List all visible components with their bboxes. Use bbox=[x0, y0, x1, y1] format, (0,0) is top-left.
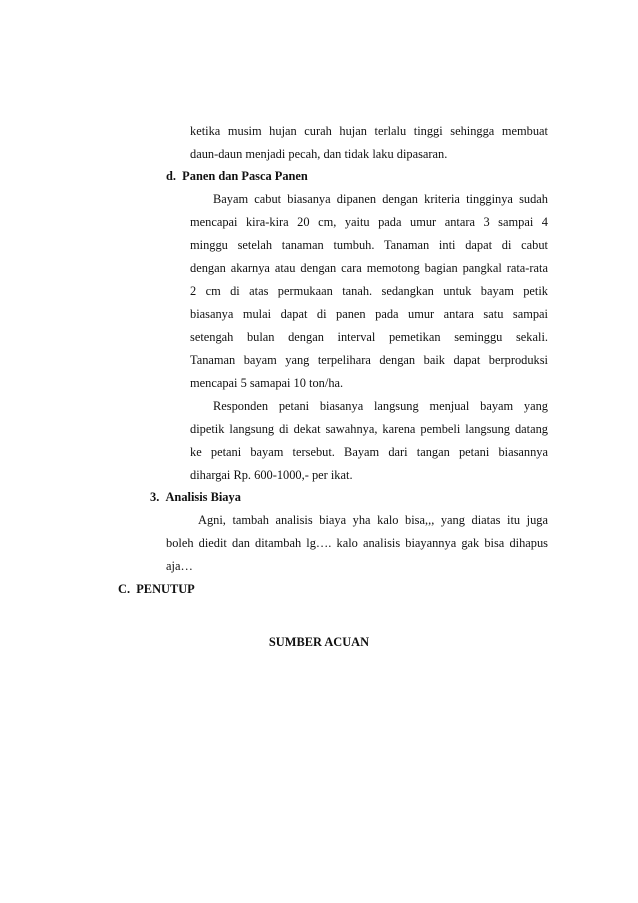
body-line: boleh diedit dan ditambah lg…. kalo analisis biayannya gak bisa dihapus bbox=[166, 536, 548, 550]
body-line: Bayam cabut biasanya dipanen dengan kriteria tingginya sudah bbox=[213, 192, 548, 206]
section-heading-analisis-biaya: 3. Analisis Biaya bbox=[150, 490, 241, 504]
body-line: setengah bulan dengan interval pemetikan seminggu sekali. bbox=[190, 330, 548, 344]
body-line: dihargai Rp. 600-1000,- per ikat. bbox=[190, 468, 353, 482]
body-line: Responden petani biasanya langsung menjual bayam yang bbox=[213, 399, 548, 413]
chapter-heading-penutup: C. PENUTUP bbox=[118, 582, 195, 596]
body-line: Agni, tambah analisis biaya yha kalo bisa,,, yang diatas itu juga bbox=[198, 513, 548, 527]
body-line: dengan akarnya atau dengan cara memotong bagian pangkal rata-rata bbox=[190, 261, 548, 275]
body-line: ketika musim hujan curah hujan terlalu tinggi sehingga membuat bbox=[190, 124, 548, 138]
body-line: mencapai kira-kira 20 cm, yaitu pada umur antara 3 sampai 4 bbox=[190, 215, 548, 229]
body-line: 2 cm di atas permukaan tanah. sedangkan untuk bayam petik bbox=[190, 284, 548, 298]
body-line: ke petani bayam tersebut. Bayam dari tangan petani biasannya bbox=[190, 445, 548, 459]
body-line: minggu setelah tanaman tumbuh. Tanaman inti dapat di cabut bbox=[190, 238, 548, 252]
body-line: biasanya mulai dapat di panen pada umur antara satu sampai bbox=[190, 307, 548, 321]
body-line: dipetik langsung di dekat sawahnya, karena pembeli langsung datang bbox=[190, 422, 548, 436]
body-line: aja… bbox=[166, 559, 193, 573]
body-line: Tanaman bayam yang terpelihara dengan baik dapat berproduksi bbox=[190, 353, 548, 367]
body-line: mencapai 5 samapai 10 ton/ha. bbox=[190, 376, 344, 390]
references-heading: SUMBER ACUAN bbox=[268, 635, 370, 649]
body-line: daun-daun menjadi pecah, dan tidak laku dipasaran. bbox=[190, 147, 448, 161]
subsection-heading-panen: d. Panen dan Pasca Panen bbox=[166, 169, 308, 183]
